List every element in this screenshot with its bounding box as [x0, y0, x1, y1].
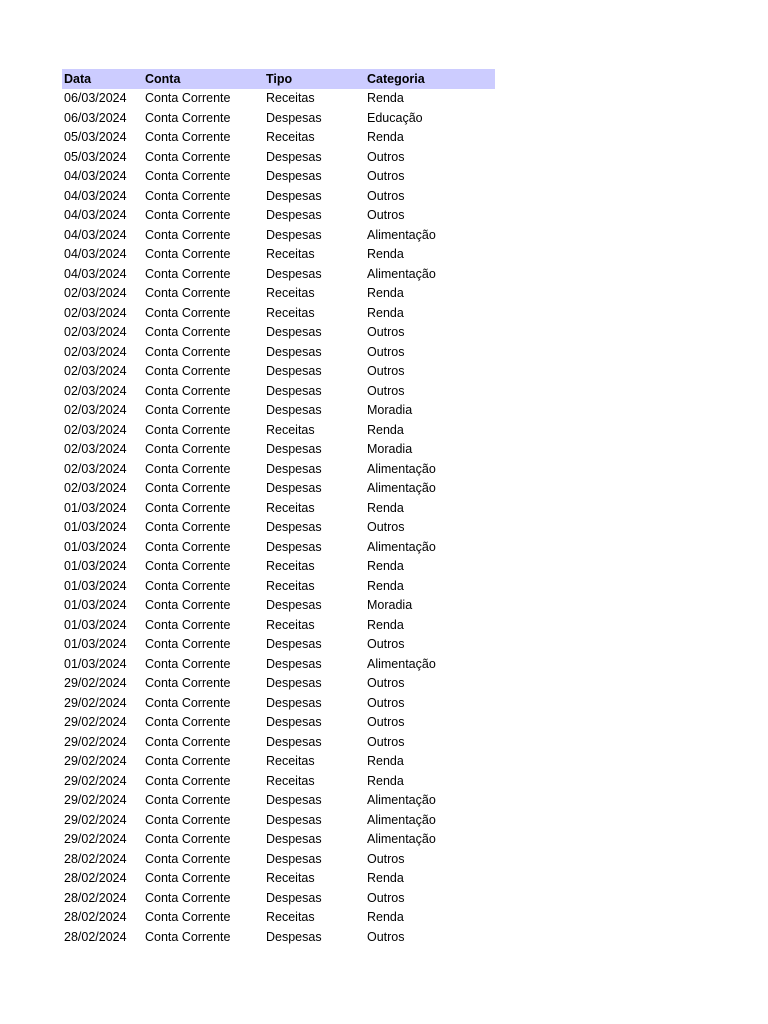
cell-tipo[interactable]: Despesas	[266, 383, 322, 398]
cell-data[interactable]: 28/02/2024	[64, 890, 127, 905]
cell-categoria[interactable]: Alimentação	[367, 812, 436, 827]
cell-conta[interactable]: Conta Corrente	[145, 266, 231, 281]
table-row	[62, 421, 495, 441]
cell-tipo[interactable]: Despesas	[266, 325, 322, 339]
cell-tipo[interactable]: Despesas	[266, 364, 322, 378]
header-conta[interactable]: Conta	[145, 72, 181, 86]
cell-tipo[interactable]: Despesas	[266, 656, 322, 671]
cell-data[interactable]: 01/03/2024	[64, 539, 127, 554]
cell-conta[interactable]: Conta Corrente	[145, 890, 231, 905]
cell-categoria[interactable]: Outros	[367, 851, 405, 866]
cell-conta[interactable]: Conta Corrente	[145, 286, 231, 300]
cell-categoria[interactable]: Outros	[367, 637, 405, 651]
cell-data[interactable]: 29/02/2024	[64, 773, 127, 788]
cell-categoria[interactable]: Renda	[367, 617, 404, 632]
table-row	[62, 226, 495, 246]
cell-categoria[interactable]: Moradia	[367, 598, 413, 612]
cell-tipo[interactable]: Receitas	[266, 910, 315, 924]
cell-categoria[interactable]: Outros	[367, 149, 405, 164]
cell-conta[interactable]: Conta Corrente	[145, 442, 231, 456]
cell-data[interactable]: 29/02/2024	[64, 812, 127, 827]
cell-conta[interactable]: Conta Corrente	[145, 227, 231, 242]
cell-conta[interactable]: Conta Corrente	[145, 793, 231, 807]
cell-tipo[interactable]: Despesas	[266, 403, 322, 417]
cell-tipo[interactable]: Receitas	[266, 617, 315, 632]
cell-data[interactable]: 28/02/2024	[64, 929, 127, 944]
table-row	[62, 323, 495, 343]
cell-conta[interactable]: Conta Corrente	[145, 851, 231, 866]
cell-categoria[interactable]: Renda	[367, 247, 404, 261]
cell-data[interactable]: 29/02/2024	[64, 695, 127, 710]
cell-tipo[interactable]: Despesas	[266, 110, 322, 125]
cell-conta[interactable]: Conta Corrente	[145, 676, 231, 690]
cell-data[interactable]: 04/03/2024	[64, 266, 127, 281]
table-row	[62, 499, 495, 519]
cell-categoria[interactable]: Alimentação	[367, 266, 436, 281]
table-header	[62, 69, 495, 89]
cell-categoria[interactable]: Educação	[367, 110, 423, 125]
table-row	[62, 440, 495, 460]
cell-data[interactable]: 04/03/2024	[64, 247, 127, 261]
cell-tipo[interactable]: Despesas	[266, 832, 322, 846]
cell-tipo[interactable]: Despesas	[266, 149, 322, 164]
table-row	[62, 830, 495, 850]
cell-conta[interactable]: Conta Corrente	[145, 481, 231, 495]
cell-conta[interactable]: Conta Corrente	[145, 695, 231, 710]
cell-categoria[interactable]: Renda	[367, 130, 404, 144]
cell-tipo[interactable]: Receitas	[266, 130, 315, 144]
cell-data[interactable]: 04/03/2024	[64, 227, 127, 242]
cell-data[interactable]: 02/03/2024	[64, 286, 127, 300]
table-row	[62, 733, 495, 753]
cell-categoria[interactable]: Outros	[367, 676, 405, 690]
cell-conta[interactable]: Conta Corrente	[145, 500, 231, 515]
cell-tipo[interactable]: Despesas	[266, 851, 322, 866]
cell-tipo[interactable]: Despesas	[266, 929, 322, 944]
cell-tipo[interactable]: Despesas	[266, 539, 322, 554]
cell-categoria[interactable]: Renda	[367, 773, 404, 788]
cell-conta[interactable]: Conta Corrente	[145, 305, 231, 320]
cell-conta[interactable]: Conta Corrente	[145, 130, 231, 144]
cell-categoria[interactable]: Renda	[367, 754, 404, 768]
table-row	[62, 908, 495, 928]
cell-categoria[interactable]: Renda	[367, 500, 404, 515]
cell-data[interactable]: 29/02/2024	[64, 676, 127, 690]
cell-categoria[interactable]: Alimentação	[367, 461, 436, 476]
cell-data[interactable]: 29/02/2024	[64, 734, 127, 749]
table-row	[62, 284, 495, 304]
cell-categoria[interactable]: Outros	[367, 364, 405, 378]
cell-categoria[interactable]: Outros	[367, 929, 405, 944]
header-row	[62, 69, 495, 89]
cell-conta[interactable]: Conta Corrente	[145, 559, 231, 573]
cell-categoria[interactable]: Outros	[367, 520, 405, 534]
cell-tipo[interactable]: Receitas	[266, 91, 315, 105]
cell-data[interactable]: 28/02/2024	[64, 910, 127, 924]
cell-categoria[interactable]: Outros	[367, 734, 405, 749]
cell-tipo[interactable]: Despesas	[266, 598, 322, 612]
cell-categoria[interactable]: Alimentação	[367, 481, 436, 495]
cell-conta[interactable]: Conta Corrente	[145, 188, 231, 203]
cell-data[interactable]: 02/03/2024	[64, 461, 127, 476]
cell-categoria[interactable]: Alimentação	[367, 656, 436, 671]
cell-data[interactable]: 04/03/2024	[64, 208, 127, 222]
cell-categoria[interactable]: Outros	[367, 208, 405, 222]
table-row	[62, 869, 495, 889]
table-row	[62, 265, 495, 285]
table-row	[62, 577, 495, 597]
cell-categoria[interactable]: Alimentação	[367, 832, 436, 846]
cell-conta[interactable]: Conta Corrente	[145, 403, 231, 417]
cell-data[interactable]: 01/03/2024	[64, 520, 127, 534]
table-row	[62, 889, 495, 909]
cell-conta[interactable]: Conta Corrente	[145, 325, 231, 339]
cell-categoria[interactable]: Renda	[367, 871, 404, 885]
cell-categoria[interactable]: Outros	[367, 890, 405, 905]
cell-conta[interactable]: Conta Corrente	[145, 773, 231, 788]
cell-categoria[interactable]: Renda	[367, 286, 404, 300]
cell-data[interactable]: 02/03/2024	[64, 325, 127, 339]
cell-conta[interactable]: Conta Corrente	[145, 637, 231, 651]
table-row	[62, 382, 495, 402]
cell-tipo[interactable]: Despesas	[266, 637, 322, 651]
cell-conta[interactable]: Conta Corrente	[145, 110, 231, 125]
cell-tipo[interactable]: Despesas	[266, 715, 322, 729]
header-tipo[interactable]: Tipo	[266, 72, 293, 86]
cell-tipo[interactable]: Despesas	[266, 344, 322, 359]
cell-categoria[interactable]: Moradia	[367, 442, 413, 456]
cell-conta[interactable]: Conta Corrente	[145, 910, 231, 924]
table-row	[62, 401, 495, 421]
cell-data[interactable]: 05/03/2024	[64, 149, 127, 164]
table-row	[62, 128, 495, 148]
cell-data[interactable]: 28/02/2024	[64, 871, 127, 885]
cell-tipo[interactable]: Despesas	[266, 695, 322, 710]
cell-categoria[interactable]: Renda	[367, 559, 404, 573]
cell-conta[interactable]: Conta Corrente	[145, 520, 231, 534]
cell-categoria[interactable]: Renda	[367, 578, 404, 593]
table-row	[62, 148, 495, 168]
cell-data[interactable]: 01/03/2024	[64, 617, 127, 632]
cell-conta[interactable]: Conta Corrente	[145, 598, 231, 612]
cell-tipo[interactable]: Receitas	[266, 773, 315, 788]
cell-categoria[interactable]: Renda	[367, 91, 404, 105]
cell-data[interactable]: 29/02/2024	[64, 793, 127, 807]
cell-data[interactable]: 02/03/2024	[64, 383, 127, 398]
cell-tipo[interactable]: Receitas	[266, 871, 315, 885]
cell-tipo[interactable]: Despesas	[266, 169, 322, 183]
cell-conta[interactable]: Conta Corrente	[145, 364, 231, 378]
cell-conta[interactable]: Conta Corrente	[145, 871, 231, 885]
table-row	[62, 928, 495, 948]
cell-tipo[interactable]: Despesas	[266, 188, 322, 203]
cell-tipo[interactable]: Receitas	[266, 559, 315, 573]
cell-conta[interactable]: Conta Corrente	[145, 344, 231, 359]
cell-tipo[interactable]: Receitas	[266, 286, 315, 300]
cell-tipo[interactable]: Despesas	[266, 442, 322, 456]
cell-tipo[interactable]: Despesas	[266, 208, 322, 222]
table-row	[62, 187, 495, 207]
table-row	[62, 343, 495, 363]
cell-data[interactable]: 06/03/2024	[64, 91, 127, 105]
cell-data[interactable]: 05/03/2024	[64, 130, 127, 144]
header-categoria[interactable]: Categoria	[367, 72, 425, 86]
cell-categoria[interactable]: Outros	[367, 695, 405, 710]
cell-categoria[interactable]: Outros	[367, 344, 405, 359]
cell-tipo[interactable]: Despesas	[266, 890, 322, 905]
cell-conta[interactable]: Conta Corrente	[145, 247, 231, 261]
table-row	[62, 206, 495, 226]
cell-conta[interactable]: Conta Corrente	[145, 169, 231, 183]
cell-tipo[interactable]: Receitas	[266, 754, 315, 768]
cell-tipo[interactable]: Despesas	[266, 266, 322, 281]
cell-data[interactable]: 28/02/2024	[64, 851, 127, 866]
cell-conta[interactable]: Conta Corrente	[145, 422, 231, 437]
cell-categoria[interactable]: Outros	[367, 383, 405, 398]
cell-data[interactable]: 01/03/2024	[64, 598, 127, 612]
cell-conta[interactable]: Conta Corrente	[145, 656, 231, 671]
cell-conta[interactable]: Conta Corrente	[145, 754, 231, 768]
cell-conta[interactable]: Conta Corrente	[145, 832, 231, 846]
cell-tipo[interactable]: Receitas	[266, 422, 315, 437]
cell-categoria[interactable]: Renda	[367, 305, 404, 320]
cell-data[interactable]: 02/03/2024	[64, 344, 127, 359]
table-row	[62, 167, 495, 187]
cell-categoria[interactable]: Alimentação	[367, 227, 436, 242]
table-body	[62, 89, 495, 947]
cell-tipo[interactable]: Despesas	[266, 520, 322, 534]
cell-data[interactable]: 02/03/2024	[64, 422, 127, 437]
cell-tipo[interactable]: Despesas	[266, 227, 322, 242]
cell-conta[interactable]: Conta Corrente	[145, 812, 231, 827]
table-row	[62, 596, 495, 616]
cell-conta[interactable]: Conta Corrente	[145, 578, 231, 593]
cell-conta[interactable]: Conta Corrente	[145, 91, 231, 105]
table-row	[62, 791, 495, 811]
header-data[interactable]: Data	[64, 72, 92, 86]
table-row	[62, 694, 495, 714]
table-row	[62, 109, 495, 129]
cell-categoria[interactable]: Outros	[367, 325, 405, 339]
cell-data[interactable]: 01/03/2024	[64, 578, 127, 593]
table-row	[62, 362, 495, 382]
transactions-table	[62, 69, 495, 947]
cell-conta[interactable]: Conta Corrente	[145, 383, 231, 398]
cell-data[interactable]: 02/03/2024	[64, 403, 127, 417]
cell-conta[interactable]: Conta Corrente	[145, 929, 231, 944]
cell-data[interactable]: 06/03/2024	[64, 110, 127, 125]
table-row	[62, 811, 495, 831]
cell-categoria[interactable]: Renda	[367, 422, 404, 437]
cell-data[interactable]: 04/03/2024	[64, 169, 127, 183]
table-row	[62, 752, 495, 772]
table-row	[62, 713, 495, 733]
cell-conta[interactable]: Conta Corrente	[145, 208, 231, 222]
table-row	[62, 89, 495, 109]
table-row	[62, 616, 495, 636]
cell-data[interactable]: 02/03/2024	[64, 364, 127, 378]
cell-data[interactable]: 01/03/2024	[64, 559, 127, 573]
cell-conta[interactable]: Conta Corrente	[145, 617, 231, 632]
cell-data[interactable]: 01/03/2024	[64, 500, 127, 515]
cell-data[interactable]: 29/02/2024	[64, 754, 127, 768]
cell-conta[interactable]: Conta Corrente	[145, 734, 231, 749]
table-row	[62, 655, 495, 675]
cell-data[interactable]: 29/02/2024	[64, 832, 127, 846]
cell-tipo[interactable]: Receitas	[266, 305, 315, 320]
cell-data[interactable]: 02/03/2024	[64, 442, 127, 456]
spreadsheet	[62, 69, 495, 947]
cell-data[interactable]: 02/03/2024	[64, 305, 127, 320]
table-row	[62, 460, 495, 480]
table-row	[62, 245, 495, 265]
cell-tipo[interactable]: Despesas	[266, 481, 322, 495]
table-row	[62, 635, 495, 655]
cell-data[interactable]: 01/03/2024	[64, 656, 127, 671]
cell-categoria[interactable]: Alimentação	[367, 539, 436, 554]
table-row	[62, 772, 495, 792]
cell-categoria[interactable]: Outros	[367, 169, 405, 183]
cell-tipo[interactable]: Receitas	[266, 578, 315, 593]
cell-tipo[interactable]: Receitas	[266, 247, 315, 261]
table-row	[62, 304, 495, 324]
cell-tipo[interactable]: Despesas	[266, 793, 322, 807]
table-row	[62, 538, 495, 558]
table-row	[62, 674, 495, 694]
cell-data[interactable]: 29/02/2024	[64, 715, 127, 729]
cell-conta[interactable]: Conta Corrente	[145, 149, 231, 164]
cell-conta[interactable]: Conta Corrente	[145, 539, 231, 554]
cell-tipo[interactable]: Despesas	[266, 812, 322, 827]
cell-categoria[interactable]: Outros	[367, 715, 405, 729]
cell-data[interactable]: 02/03/2024	[64, 481, 127, 495]
table-row	[62, 479, 495, 499]
table-row	[62, 557, 495, 577]
cell-data[interactable]: 04/03/2024	[64, 188, 127, 203]
cell-conta[interactable]: Conta Corrente	[145, 461, 231, 476]
cell-categoria[interactable]: Renda	[367, 910, 404, 924]
table-row	[62, 518, 495, 538]
cell-categoria[interactable]: Alimentação	[367, 793, 436, 807]
cell-tipo[interactable]: Despesas	[266, 676, 322, 690]
cell-tipo[interactable]: Despesas	[266, 461, 322, 476]
cell-categoria[interactable]: Outros	[367, 188, 405, 203]
cell-categoria[interactable]: Moradia	[367, 403, 413, 417]
cell-data[interactable]: 01/03/2024	[64, 637, 127, 651]
table-row	[62, 850, 495, 870]
cell-tipo[interactable]: Receitas	[266, 500, 315, 515]
cell-tipo[interactable]: Despesas	[266, 734, 322, 749]
cell-conta[interactable]: Conta Corrente	[145, 715, 231, 729]
